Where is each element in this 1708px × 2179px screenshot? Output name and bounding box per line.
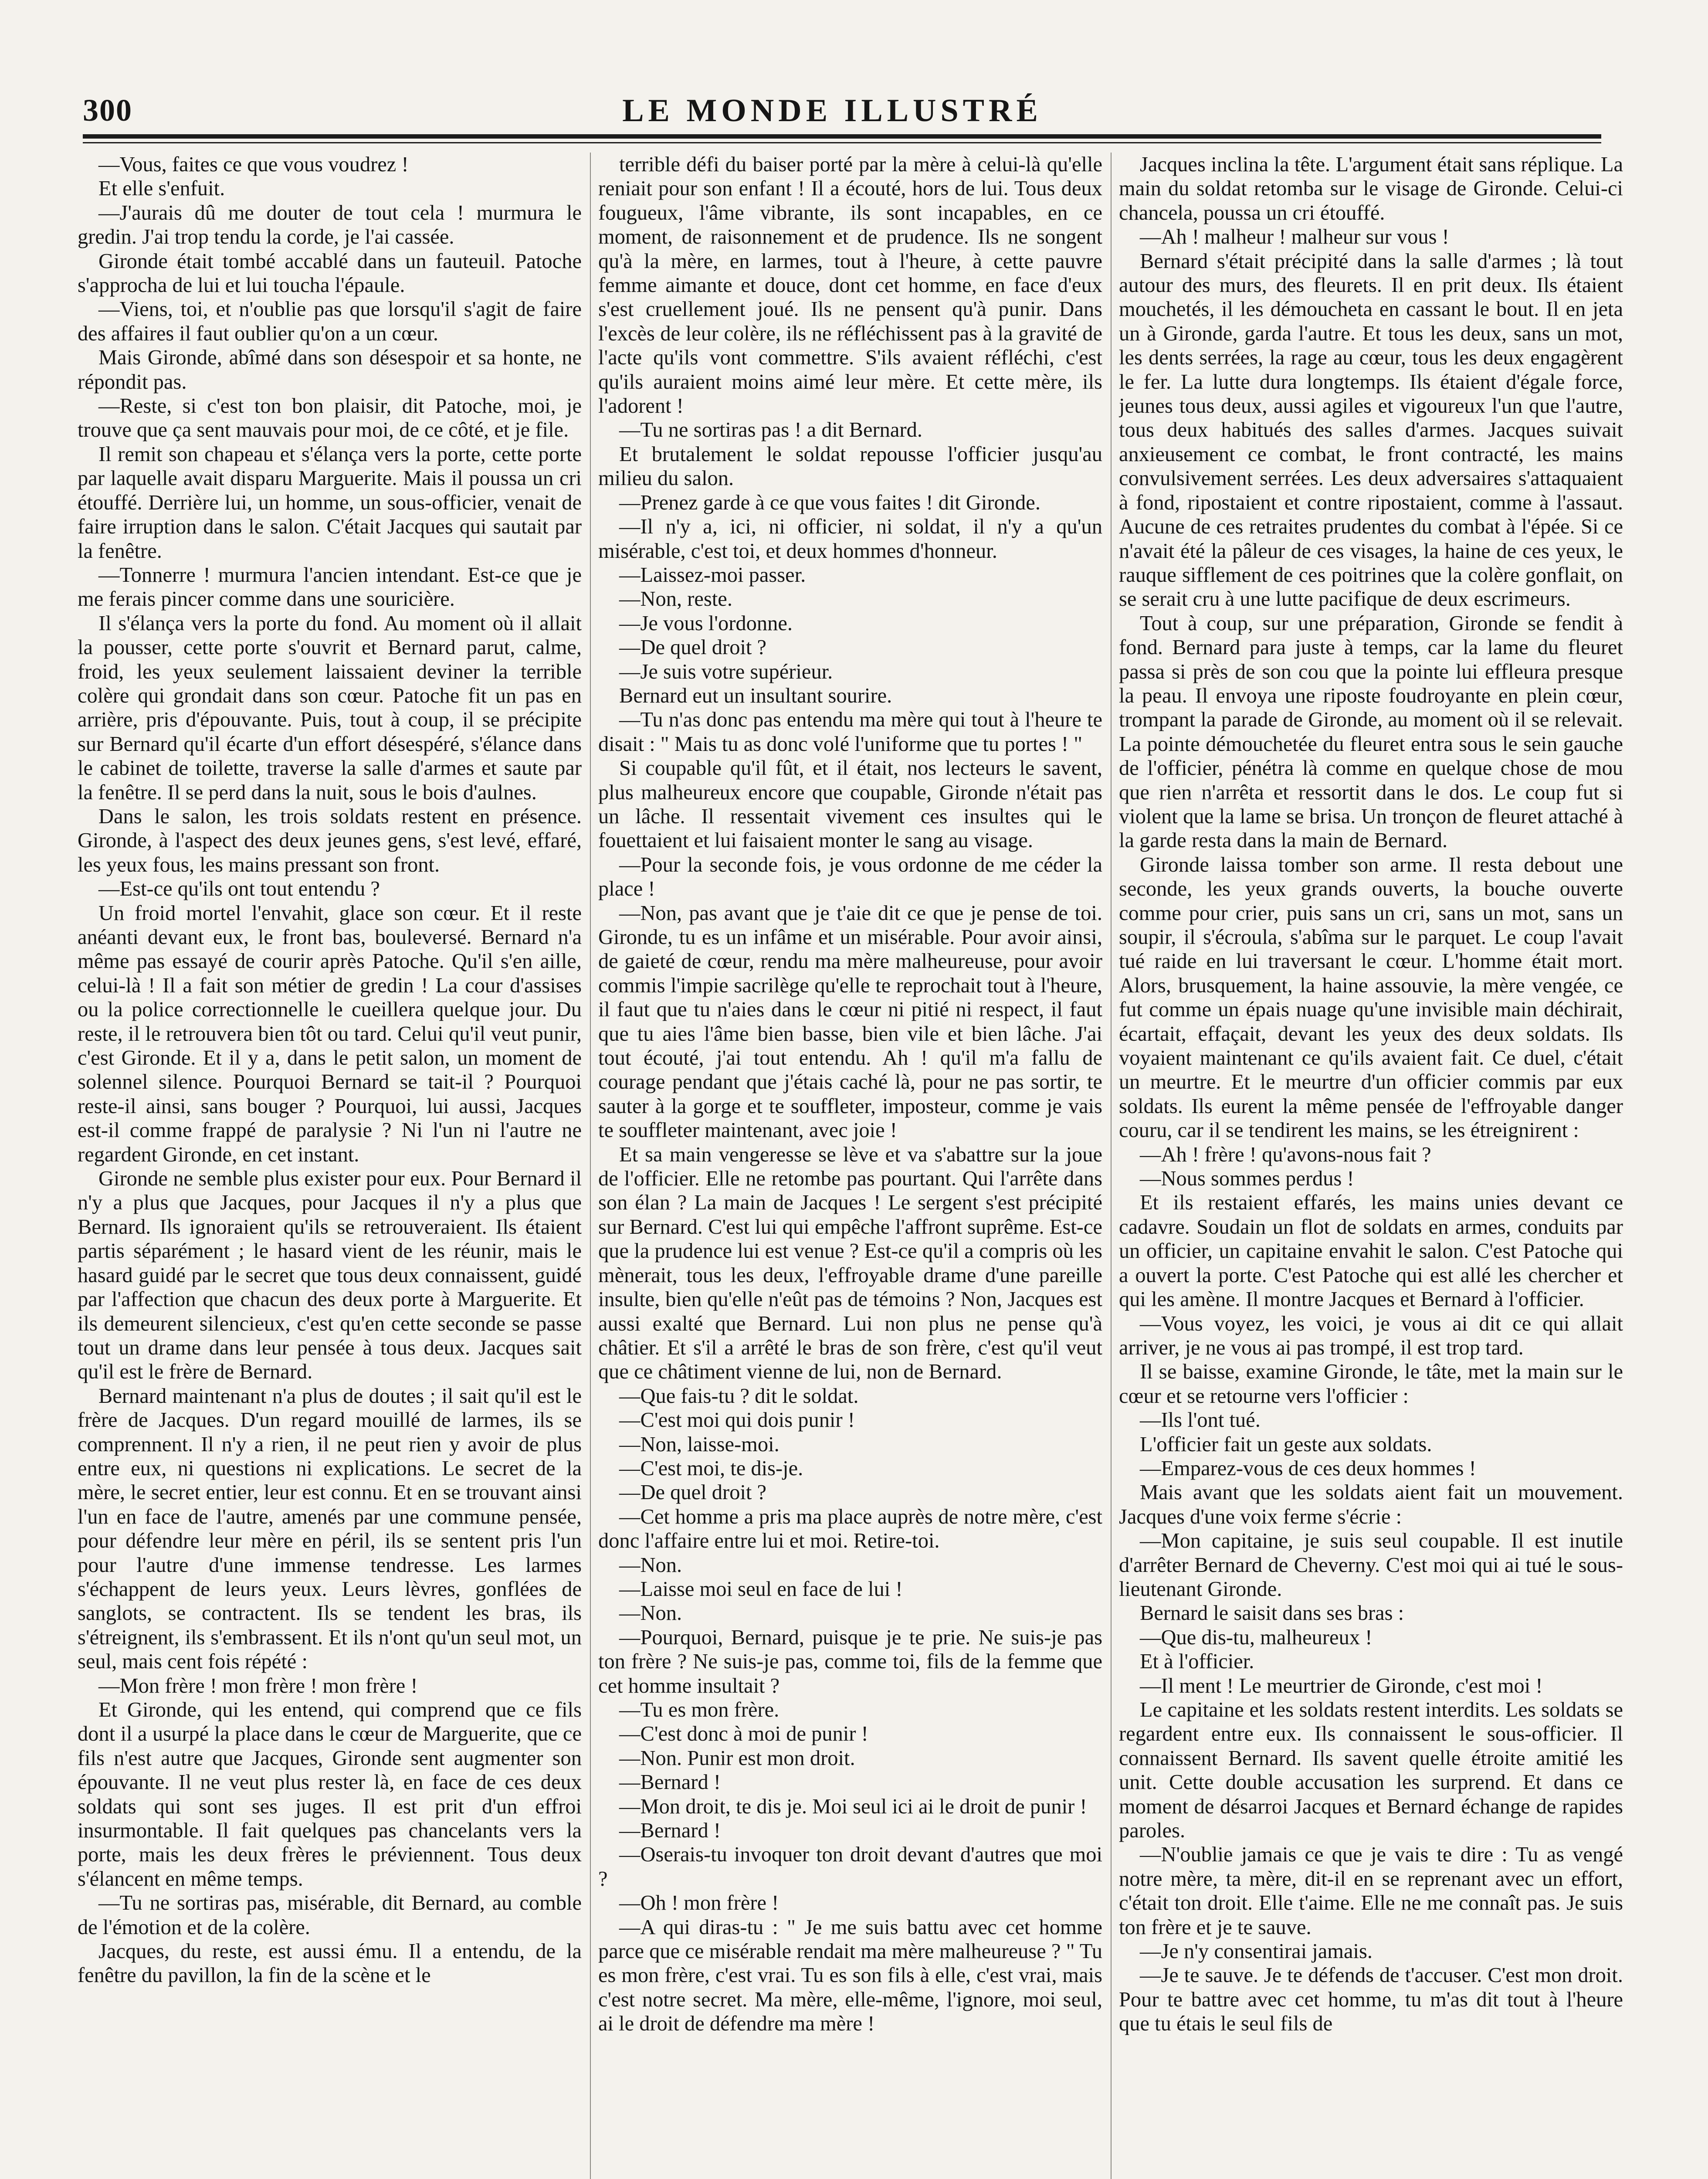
article-paragraph: —Pour la seconde fois, je vous ordonne de me céder la place !: [598, 853, 1102, 901]
article-paragraph: Il s'élança vers la porte du fond. Au moment où il allait la pousser, cette porte s'ouvrit et Bernard parut, calme, froid, les yeux seulement laissaient deviner la terrible colère qui grondait dans son cœur. Patoche fit un pas en arrière, pris d'épouvante. Puis, tout à coup, il se précipite sur Bernard qu'il écarte d'un effort désespéré, s'élance dans le cabinet de toilette, traverse la salle d'armes et saute par la fenêtre. Il se perd dans la nuit, sous le bois d'aulnes.: [78, 611, 582, 804]
text-column-2: [598, 153, 1102, 2179]
article-paragraph: —C'est donc à moi de punir !: [619, 1722, 868, 1746]
article-paragraph: —Reste, si c'est ton bon plaisir, dit Patoche, moi, je trouve que ça sent mauvais pour moi, de ce côté, et je file.: [78, 394, 582, 442]
page-header: [83, 92, 1582, 140]
article-paragraph: —Viens, toi, et n'oublie pas que lorsqu'il s'agit de faire des affaires il faut oublier qu'on a un cœur.: [78, 298, 582, 345]
article-paragraph: Et brutalement le soldat repousse l'officier jusqu'au milieu du salon.: [598, 442, 1102, 490]
article-paragraph: —Tu es mon frère.: [619, 1698, 779, 1721]
article-paragraph: Gironde ne semble plus exister pour eux. Pour Bernard il n'y a plus que Jacques, pour Jacques il n'y a plus que Bernard. Ils ignoraient qu'ils se retrouveraient. Ils étaient partis séparément ; le hasard vient de les réunir, mais le hasard guidé par le secret que tous deux connaissent, guidé par l'affection que chacun des deux porte à Marguerite. Et ils demeurent silencieux, c'est qu'en cette seconde se passe tout un drame dans leur pensée à tous deux. Jacques sait qu'il est le frère de Bernard.: [78, 1167, 582, 1384]
article-paragraph: Jacques inclina la tête. L'argument était sans réplique. La main du soldat retomba sur le visage de Gironde. Celui-ci chancela, poussa un cri étouffé.: [1119, 153, 1623, 224]
article-paragraph: —Non.: [619, 1602, 682, 1625]
article-paragraph: —Oserais-tu invoquer ton droit devant d'autres que moi ?: [598, 1843, 1102, 1891]
article-paragraph: —Cet homme a pris ma place auprès de notre mère, c'est donc l'affaire entre lui et moi. Retire-toi.: [598, 1505, 1102, 1553]
article-paragraph: —Il n'y a, ici, ni officier, ni soldat, il n'y a qu'un misérable, c'est toi, et deux hommes d'honneur.: [598, 515, 1102, 563]
article-paragraph: —Je vous l'ordonne.: [619, 611, 793, 635]
article-paragraph: Et à l'officier.: [1140, 1650, 1254, 1673]
article-paragraph: —Je te sauve. Je te défends de t'accuser. C'est mon droit. Pour te battre avec cet homme, tu m'as dit tout à l'heure que tu étais le seul fils de: [1119, 1964, 1623, 2036]
column-divider: [590, 153, 591, 2179]
article-paragraph: —Laissez-moi passer.: [619, 563, 806, 587]
article-paragraph: L'officier fait un geste aux soldats.: [1140, 1432, 1432, 1456]
article-paragraph: —C'est moi qui dois punir !: [619, 1409, 855, 1432]
article-paragraph: —Laisse moi seul en face de lui !: [619, 1577, 903, 1601]
article-paragraph: Jacques, du reste, est aussi ému. Il a entendu, de la fenêtre du pavillon, la fin de la scène et le: [78, 1940, 582, 1987]
article-paragraph: terrible défi du baiser porté par la mère à celui-là qu'elle reniait pour son enfant ! Il a écouté, hors de lui. Tous deux fougueux, l'âme vibrante, ils sont incapables, en ce moment, de raisonnement et de prudence. Ils ne songent qu'à la mère, en larmes, tout à l'heure, à cette pauvre femme aimante et douce, dont cet homme, en face d'eux s'est cruellement joué. Ils ne pensent qu'à punir. Dans l'excès de leur colère, ils ne réfléchissent pas à la gravité de l'acte qu'ils vont commettre. S'ils avaient réfléchi, c'est qu'ils auraient moins aimé leur mère. Et cette mère, ils l'adorent !: [598, 153, 1102, 418]
article-paragraph: Bernard s'était précipité dans la salle d'armes ; là tout autour des murs, des fleurets. Il en prit deux. Ils étaient mouchetés, il les démoucheta en cassant le bout. Il en jeta un à Gironde, garda l'autre. Et tous les deux, sans un mot, les dents serrées, la rage au cœur, tous les deux engagèrent le fer. La lutte dura longtemps. Ils étaient d'égale force, jeunes tous deux, aussi agiles et vigoureux l'un que l'autre, tous deux habitués des salles d'armes. Jacques suivait anxieusement ce combat, le front contracté, les mains convulsivement serrées. Les deux adversaires s'attaquaient à fond, ripostaient et contre ripostaient, comme à l'assaut. Aucune de ces retraites prudentes du combat à l'épée. Si ce n'avait été la pâleur de ces visages, la haine de ces yeux, le rauque sifflement de ces poitrines que la colère gonflait, on se serait cru à une lutte pacifique de deux escrimeurs.: [1119, 249, 1623, 611]
article-paragraph: —De quel droit ?: [619, 636, 767, 659]
article-paragraph: Et Gironde, qui les entend, qui comprend que ce fils dont il a usurpé la place dans le cœur de Marguerite, que ce fils n'est autre que Jacques, Gironde sent augmenter son épouvante. Il ne veut plus rester là, en face de ces deux soldats qui sont ses juges. Il est prit d'un effroi insurmontable. Il fait quelques pas chancelants vers la porte, mais les deux frères le préviennent. Tous deux s'élancent en même temps.: [78, 1698, 582, 1891]
article-paragraph: —Non, pas avant que je t'aie dit ce que je pense de toi. Gironde, tu es un infâme et un misérable. Pour avoir ainsi, de gaieté de cœur, rendu ma mère malheureuse, pour avoir commis l'impie sacrilège qu'elle te reprochait tout à l'heure, il faut que tu n'aies dans le cœur ni pitié ni respect, il faut que tu aies l'âme bien basse, bien vile et bien lâche. J'ai tout écouté, j'ai tout entendu. Ah ! qu'il m'a fallu de courage pendant que j'étais caché là, pour ne pas sortir, te sauter à la gorge et te souffleter, imposteur, comme je vais te souffleter maintenant, avec joie !: [598, 901, 1102, 1142]
text-column-1: [78, 153, 582, 2179]
article-paragraph: —Vous voyez, les voici, je vous ai dit ce qui allait arriver, je ne vous ai pas trompé, il est trop tard.: [1119, 1312, 1623, 1359]
article-paragraph: Et elle s'enfuit.: [98, 177, 225, 200]
article-paragraph: Tout à coup, sur une préparation, Gironde se fendit à fond. Bernard para juste à temps, car la lame du fleuret passa si près de son cou que la pointe lui effleura presque la peau. Il envoya une riposte foudroyante en plein cœur, trompant la parade de Gironde, au moment où il se relevait. La pointe démouchetée du fleuret entra sous le sein gauche de l'officier, pénétra là comme en quelque chose de mou que rien n'arrêta et ressortit dans le dos. Le coup fut si violent que la lame se brisa. Un tronçon de fleuret attaché à la garde resta dans la main de Bernard.: [1119, 611, 1623, 852]
article-paragraph: —C'est moi, te dis-je.: [619, 1456, 803, 1480]
article-paragraph: Gironde était tombé accablé dans un fauteuil. Patoche s'approcha de lui et lui toucha l'épaule.: [78, 249, 582, 297]
article-paragraph: —Bernard !: [619, 1819, 721, 1843]
article-paragraph: —Vous, faites ce que vous voudrez !: [98, 153, 409, 176]
article-paragraph: Bernard maintenant n'a plus de doutes ; il sait qu'il est le frère de Jacques. D'un regard mouillé de larmes, ils se comprennent. Il n'y a rien, il ne peut rien y avoir de plus entre eux, ni questions ni explications. Le secret de la mère, le secret entier, leur est connu. Et en se trouvant ainsi l'un en face de l'autre, amenés par une commune pensée, pour défendre leur mère en péril, ils se sentent pris l'un pour l'autre d'une immense tendresse. Les larmes s'échappent de leurs yeux. Leurs lèvres, gonflées de sanglots, se contractent. Ils se tendent les bras, ils s'étreignent, ils s'embrassent. Et ils n'ont qu'un seul mot, un seul, mais cent fois répété :: [78, 1384, 582, 1673]
article-paragraph: Il se baisse, examine Gironde, le tâte, met la main sur le cœur et se retourne vers l'officier :: [1119, 1360, 1623, 1408]
article-paragraph: —Non, laisse-moi.: [619, 1432, 779, 1456]
article-paragraph: —Il ment ! Le meurtrier de Gironde, c'est moi !: [1140, 1674, 1543, 1697]
article-paragraph: Mais avant que les soldats aient fait un mouvement. Jacques d'une voix ferme s'écrie :: [1119, 1481, 1623, 1528]
column-divider: [1111, 153, 1112, 2179]
article-paragraph: —N'oublie jamais ce que je vais te dire : Tu as vengé notre mère, ta mère, dit-il en se reprenant avec un effort, c'était ton droit. Elle t'aime. Elle ne me connaît pas. Je suis ton frère et je te sauve.: [1119, 1843, 1623, 1939]
article-paragraph: Bernard eut un insultant sourire.: [619, 684, 892, 707]
article-paragraph: Bernard le saisit dans ses bras :: [1140, 1602, 1404, 1625]
article-paragraph: —Non.: [619, 1553, 682, 1577]
article-paragraph: —Ah ! frère ! qu'avons-nous fait ?: [1140, 1143, 1431, 1166]
article-paragraph: —Non, reste.: [619, 587, 732, 611]
article-paragraph: —Mon droit, te dis je. Moi seul ici ai le droit de punir !: [619, 1795, 1087, 1818]
article-paragraph: —Mon capitaine, je suis seul coupable. Il est inutile d'arrêter Bernard de Cheverny. C'est moi qui ai tué le sous-lieutenant Gironde.: [1119, 1529, 1623, 1601]
article-paragraph: —Ah ! malheur ! malheur sur vous !: [1140, 225, 1449, 249]
article-paragraph: Et ils restaient effarés, les mains unies devant ce cadavre. Soudain un flot de soldats en armes, conduits par un officier, un capitaine envahit le salon. C'est Patoche qui a ouvert la porte. C'est Patoche qui est allé les chercher et qui les amène. Il montre Jacques et Bernard à l'officier.: [1119, 1191, 1623, 1311]
article-paragraph: —Je n'y consentirai jamais.: [1140, 1940, 1373, 1963]
article-paragraph: Gironde laissa tomber son arme. Il resta debout une seconde, les yeux grands ouverts, la bouche ouverte comme pour crier, puis sans un cri, sans un mot, sans un soupir, il s'écroula, s'abîma sur le parquet. Le coup l'avait tué raide en lui traversant le cœur. L'homme était mort. Alors, brusquement, la haine assouvie, la mère vengée, ce fut comme un épais nuage qu'une invisible main déchirait, écartait, effaçait, devant les yeux des deux soldats. Ils voyaient maintenant ce qu'ils avaient fait. Ce duel, c'était un meurtre. Et le meurtre d'un officier commis par eux soldats. Ils eurent la même pensée de l'effroyable danger couru, car il se tendirent les mains, se les étreignirent :: [1119, 853, 1623, 1142]
article-paragraph: Le capitaine et les soldats restent interdits. Les soldats se regardent entre eux. Ils connaissent le sous-officier. Il connaissent Bernard. Ils savent quelle étroite amitié les unit. Cette double accusation les surprend. Et dans ce moment de désarroi Jacques et Bernard échange de rapides paroles.: [1119, 1698, 1623, 1843]
article-paragraph: —Tu ne sortiras pas, misérable, dit Bernard, au comble de l'émotion et de la colère.: [78, 1891, 582, 1939]
article-paragraph: —Pourquoi, Bernard, puisque je te prie. Ne suis-je pas ton frère ? Ne suis-je pas, comme toi, fils de la femme que cet homme insultait ?: [598, 1626, 1102, 1697]
article-paragraph: Et sa main vengeresse se lève et va s'abattre sur la joue de l'officier. Elle ne retombe pas pourtant. Qui l'arrête dans son élan ? La main de Jacques ! Le sergent s'est précipité sur Bernard. C'est lui qui empêche l'affront suprême. Est-ce que la prudence lui est venue ? Est-ce qu'il a compris où les mènerait, tous les deux, l'effroyable drame d'une pareille insulte, bien qu'elle n'eût pas de témoins ? Non, Jacques est aussi exalté que Bernard. Lui non plus ne pense qu'à châtier. Et s'il a arrêté le bras de son frère, c'est qu'il veut que ce châtiment vienne de lui, non de Bernard.: [598, 1143, 1102, 1384]
article-paragraph: —Mon frère ! mon frère ! mon frère !: [98, 1674, 418, 1697]
article-paragraph: Mais Gironde, abîmé dans son désespoir et sa honte, ne répondit pas.: [78, 346, 582, 394]
article-paragraph: —Que dis-tu, malheureux !: [1140, 1626, 1372, 1649]
article-paragraph: —Prenez garde à ce que vous faites ! dit Gironde.: [619, 491, 1040, 514]
article-paragraph: —Non. Punir est mon droit.: [619, 1746, 855, 1770]
article-paragraph: —Emparez-vous de ces deux hommes !: [1140, 1456, 1476, 1480]
journal-title: LE MONDE ILLUSTRÉ: [622, 93, 1042, 129]
article-paragraph: Si coupable qu'il fût, et il était, nos lecteurs le savent, plus malheureux encore que coupable, Gironde n'était pas un lâche. Il ressentait vivement ces insultes qui le fouettaient et lui faisaient monter le sang au visage.: [598, 757, 1102, 852]
article-paragraph: —Je suis votre supérieur.: [619, 660, 833, 683]
article-paragraph: —Tonnerre ! murmura l'ancien intendant. Est-ce que je me ferais pincer comme dans une souricière.: [78, 563, 582, 611]
article-paragraph: Un froid mortel l'envahit, glace son cœur. Et il reste anéanti devant eux, le front bas, bouleversé. Bernard n'a même pas essayé de courir après Patoche. Qu'il s'en aille, celui-là ! Il a fait son métier de gredin ! La cour d'assises ou la police correctionnelle le cueillera quelque jour. Du reste, il le retrouvera bien tôt ou tard. Celui qu'il veut punir, c'est Gironde. Et il y a, dans le petit salon, un moment de solennel silence. Pourquoi Bernard se tait-il ? Pourquoi reste-il ainsi, sans bouger ? Pourquoi, lui aussi, Jacques est-il comme frappé de paralysie ? Ni l'un ni l'autre ne regardent Gironde, en cet instant.: [78, 901, 582, 1166]
article-paragraph: —A qui diras-tu : " Je me suis battu avec cet homme parce que ce misérable rendait ma mère malheureuse ? " Tu es mon frère, c'est vrai. Tu es son fils à elle, c'est vrai, mais c'est notre secret. Ma mère, elle-même, l'ignore, moi seul, ai le droit de défendre ma mère !: [598, 1915, 1102, 2036]
article-paragraph: —Tu ne sortiras pas ! a dit Bernard.: [619, 418, 922, 442]
article-paragraph: —Que fais-tu ? dit le soldat.: [619, 1384, 859, 1408]
page-number: 300: [83, 93, 132, 128]
article-paragraph: —De quel droit ?: [619, 1481, 767, 1504]
text-column-3: [1119, 153, 1623, 2179]
article-paragraph: —Oh ! mon frère !: [619, 1891, 779, 1915]
article-paragraph: Dans le salon, les trois soldats restent en présence. Gironde, à l'aspect des deux jeunes gens, s'est levé, effaré, les yeux fous, les mains pressant son front.: [78, 804, 582, 876]
article-paragraph: —Est-ce qu'ils ont tout entendu ?: [98, 877, 380, 901]
article-paragraph: —Nous sommes perdus !: [1140, 1167, 1354, 1191]
article-paragraph: —Bernard !: [619, 1771, 721, 1794]
header-rule-thin: [83, 142, 1601, 143]
header-rule-thick: [83, 134, 1601, 139]
article-paragraph: Il remit son chapeau et s'élança vers la porte, cette porte par laquelle avait disparu Marguerite. Mais il poussa un cri étouffé. Derrière lui, un homme, un sous-officier, venait de faire irruption dans le salon. C'était Jacques qui sautait par la fenêtre.: [78, 442, 582, 563]
article-paragraph: —J'aurais dû me douter de tout cela ! murmura le gredin. J'ai trop tendu la corde, je l'ai cassée.: [78, 201, 582, 249]
article-paragraph: —Ils l'ont tué.: [1140, 1409, 1261, 1432]
article-paragraph: —Tu n'as donc pas entendu ma mère qui tout à l'heure te disait : " Mais tu as donc volé l'uniforme que tu portes ! ": [598, 708, 1102, 756]
